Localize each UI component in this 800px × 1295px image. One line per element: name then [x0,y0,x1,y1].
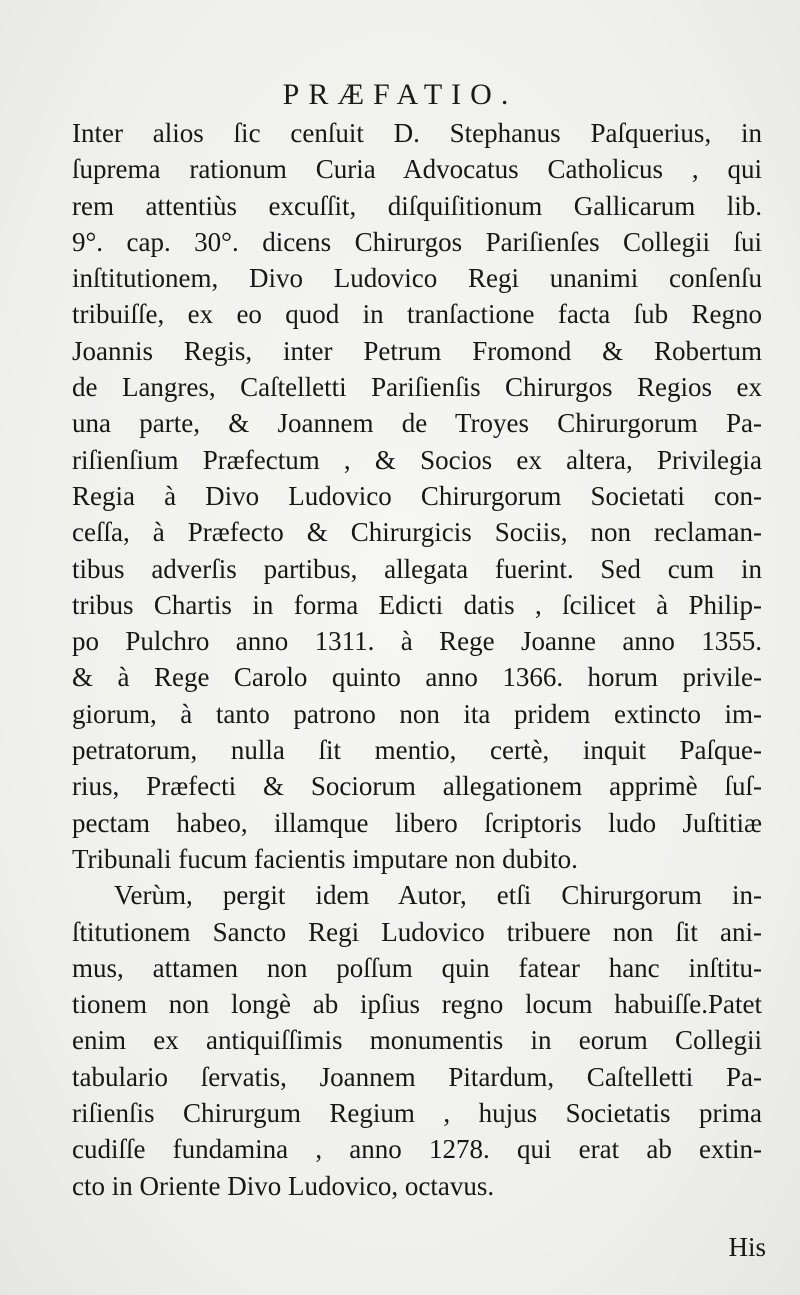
text-line: inſtitutionem, Divo Ludovico Regi unanimi conſenſu [72,263,762,294]
text-line: riſienſis Chirurgum Regium , hujus Societatis prima [72,1098,762,1129]
text-line: tribus Chartis in forma Edicti datis , ſcilicet à Philip- [72,589,762,620]
text-line: po Pulchro anno 1311. à Rege Joanne anno 1355. [72,626,762,657]
text-line: Verùm, pergit idem Autor, etſi Chirurgorum in- [114,880,762,911]
text-line: rius, Præfecti & Sociorum allegationem apprimè ſuſ- [72,771,762,802]
text-line: una parte, & Joannem de Troyes Chirurgorum Pa- [72,408,762,439]
text-line: tibus adverſis partibus, allegata fuerint. Sed cum in [72,553,762,584]
page-header: PRÆFATIO. [282,78,518,111]
text-line: ceſſa, à Præfecto & Chirurgicis Sociis, non reclaman- [72,517,762,548]
text-line: pectam habeo, illamque libero ſcriptoris ludo Juſtitiæ [72,807,762,838]
text-line: mus, attamen non poſſum quin fatear hanc inſtitu- [72,952,762,983]
catchword: His [728,1232,766,1262]
text-line: tribuiſſe, ex eo quod in tranſactione facta ſub Regno [72,299,762,330]
text-line: tabulario ſervatis, Joannem Pitardum, Caſtelletti Pa- [72,1061,762,1092]
body-text [72,115,762,1204]
text-line: & à Rege Carolo quinto anno 1366. horum privile- [72,662,762,693]
text-line: Tribunali fucum facientis imputare non dubito. [72,843,578,874]
text-line: petratorum, nulla ſit mentio, certè, inquit Paſque- [72,735,762,766]
text-line: tionem non longè ab ipſius regno locum habuiſſe.Patet [72,989,762,1020]
text-line: 9°. cap. 30°. dicens Chirurgos Pariſienſes Collegii ſui [72,226,762,257]
text-line: ſtitutionem Sancto Regi Ludovico tribuere non ſit ani- [72,916,762,947]
text-line: cto in Oriente Divo Ludovico, octavus. [72,1170,495,1201]
text-line: Joannis Regis, inter Petrum Fromond & Robertum [72,335,762,366]
text-line: ſuprema rationum Curia Advocatus Catholicus , qui [72,154,762,185]
text-line: Regia à Divo Ludovico Chirurgorum Societati con- [72,480,762,511]
text-line: Inter alios ſic cenſuit D. Stephanus Paſquerius, in [72,118,762,148]
text-line: de Langres, Caſtelletti Pariſienſis Chirurgos Regios ex [72,372,762,403]
text-line: rem attentiùs excuſſit, diſquiſitionum Gallicarum lib. [72,190,762,221]
text-line: cudiſſe fundamina , anno 1278. qui erat ab extin- [72,1134,762,1165]
text-line: giorum, à tanto patrono non ita pridem extincto im- [72,698,762,729]
text-line: riſienſium Præfectum , & Socios ex altera, Privilegia [72,444,762,475]
text-line: enim ex antiquiſſimis monumentis in eorum Collegii [72,1025,762,1056]
